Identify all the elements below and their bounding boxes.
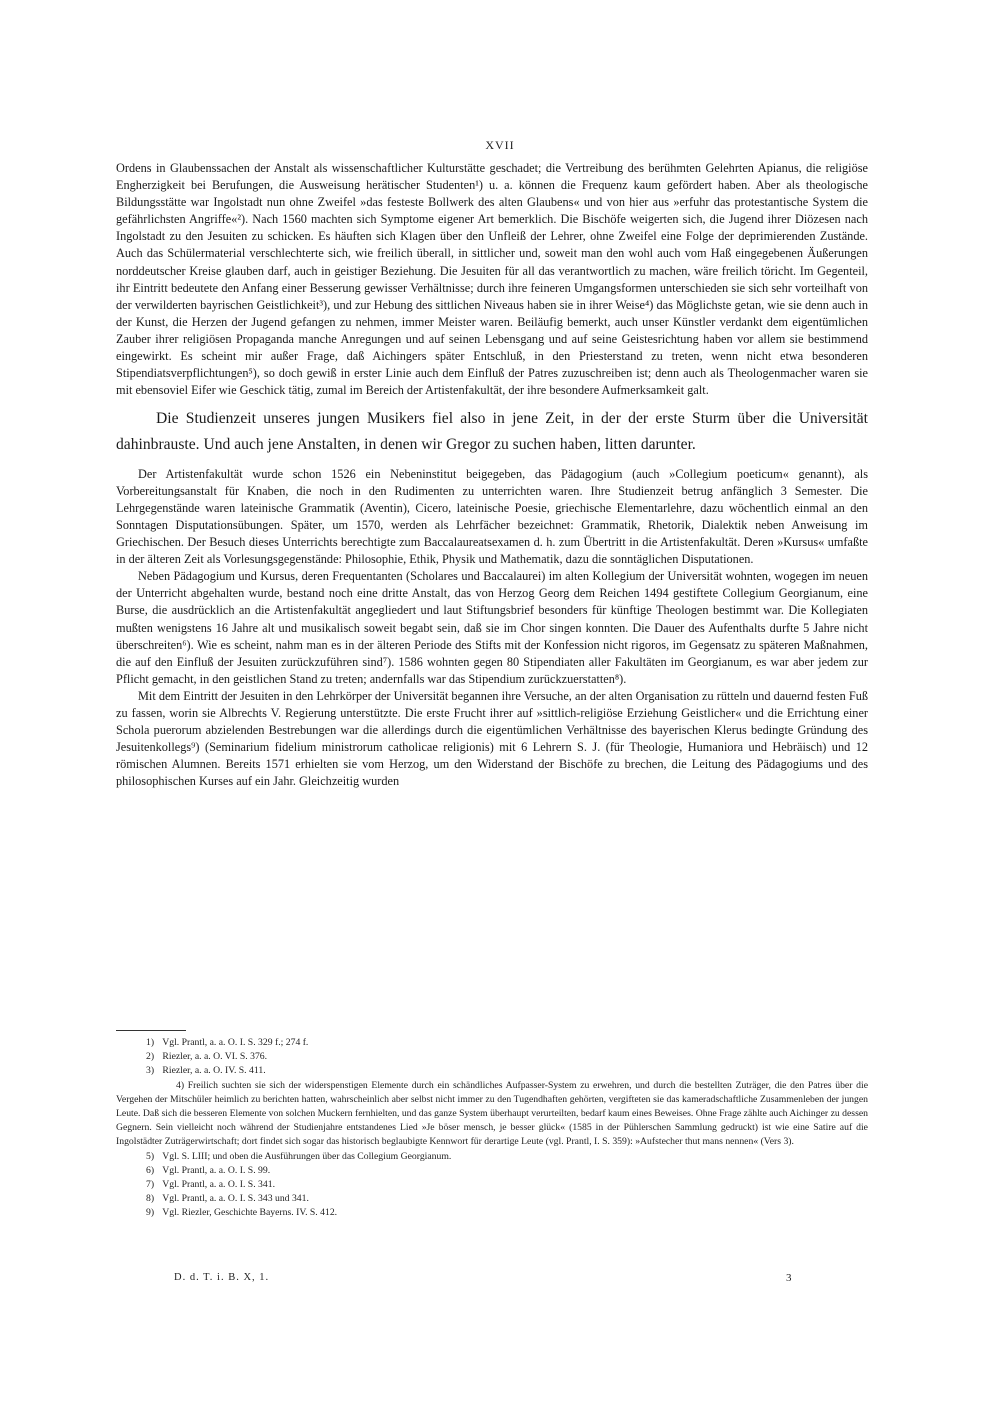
- footnote-2: 2) Riezler, a. a. O. VI. S. 376.: [146, 1051, 268, 1063]
- footnote-5: 5) Vgl. S. LIII; und oben die Ausführungen über das Collegium Georgianum.: [146, 1150, 452, 1162]
- footnote-7: 7) Vgl. Prantl, a. a. O. I. S. 341.: [146, 1179, 275, 1191]
- footnote-1: 1) Vgl. Prantl, a. a. O. I. S. 329 f.; 274 f.: [146, 1037, 309, 1048]
- main-text: [116, 160, 868, 791]
- footnote-6: 6) Vgl. Prantl, a. a. O. I. S. 99.: [146, 1164, 271, 1176]
- footnote-4: 4) Freilich suchten sie sich der widerspenstigen Elemente durch ein schändliches Aufpasser-System zu erwehren, und durch die bestellten Zuträger, die den Patres über die Vergehen der Mitschüler heimlich zu berichten hatten, wahrscheinlich aber selbst nicht immer zu den Tugendhaften gehörten, vergifteten sie das kameradschaftliche Zusammenleben der jungen Leute. Daß sich die besseren Elemente von solchen Muckern fernhielten, und das ganze System überhaupt verurteilten, bedarf kaum eines Beweises. Ohne Frage zählte auch Aichinger zu dessen Gegnern. Sein vielleicht noch während der Studienjahre entstandenes Lied »Je böser mensch, je besser glück« (1585 in der Pühlerschen Sammlung gedruckt) ist wie eine Satire auf die Ingolstädter Zuträgerwirtschaft; dort findet sich sogar das historisch beglaubigte Kennwort für derartige Leute (vgl. Prantl, I. S. 359): »Aufstecher thut mans nennen« (Vers 3).: [116, 1079, 868, 1148]
- page-number-header: XVII: [485, 138, 515, 152]
- footnote-8: 8) Vgl. Prantl, a. a. O. I. S. 343 und 341.: [146, 1193, 309, 1205]
- paragraph-2-large: Die Studienzeit unseres jungen Musikers fiel also in jene Zeit, in der der erste Sturm über die Universität dahinbrauste. Und auch jene Anstalten, in denen wir Gregor zu suchen haben, litten darunter.: [116, 410, 868, 453]
- signature-mark: D. d. T. i. B. X, 1.: [174, 1272, 270, 1283]
- sheet-number: 3: [786, 1272, 792, 1284]
- footnote-9: 9) Vgl. Riezler, Geschichte Bayerns. IV. S. 412.: [146, 1207, 338, 1219]
- paragraph-1: Ordens in Glaubenssachen der Anstalt als wissenschaftlicher Kulturstätte geschadet; die Vertreibung des berühmten Gelehrten Apianus, die religiöse Engherzigkeit bei Berufungen, die Ausweisung herätischer Studenten¹) u. a. können die Frequenz kaum gefördert haben. Aber als theologische Bildungsstätte war Ingolstadt nun ohne Zweifel »das festeste Bollwerk des alten Glaubens« und von hier aus »erfuhr das protestantische System die gefährlichsten Angriffe«²). Nach 1560 machten sich Symptome eigener Art bemerklich. Die Bischöfe weigerten sich, die Jugend ihrer Diözesen nach Ingolstadt zu den Jesuiten zu schicken. Es häuften sich Klagen über den Unfleiß der Lehrer, ohne Zweifel eine Folge der deprimierenden Zustände. Auch das Schülermaterial verschlechterte sich, wie freilich überall, in sittlicher und, soweit man den wohl auch vom Haß eingegebenen Äußerungen norddeutscher Kreise glauben darf, auch in geistiger Beziehung. Die Jesuiten für all das verantwortlich zu machen, wäre freilich töricht. Im Gegenteil, ihr Eintritt bedeutete den Anfang einer Besserung gewisser Verhältnisse; durch ihre feineren Umgangsformen unterschieden sie sich sehr vorteilhaft von der verwilderten bayrischen Geistlichkeit³), und zur Hebung des sittlichen Niveaus haben sie in ihrer Weise⁴) das Möglichste getan, wie sie denn auch in der Kunst, die Herzen der Jugend gefangen zu nehmen, immer Meister waren. Beiläufig bemerkt, auch unser Künstler verdankt dem eigentümlichen Zauber ihrer religiösen Propaganda manche Anregungen und auf seinen Lebensgang und auf seine Geistesrichtung haben vor allem sie bestimmend eingewirkt. Es scheint mir außer Frage, daß Aichingers später Entschluß, in den Priesterstand zu treten, wenn nicht etwa besonderen Stipendiatsverpflichtungen⁵), so doch gewiß in erster Linie auch dem Einfluß der Patres zuzuschreiben ist; denn auch als Theologenmacher waren sie mit ebensoviel Eifer wie Geschick tätig, zumal im Bereich der Artistenfakultät, der ihre besondere Aufmerksamkeit galt.: [116, 161, 868, 398]
- footnote-3: 3) Riezler, a. a. O. IV. S. 411.: [146, 1065, 266, 1077]
- footnotes: [116, 1036, 868, 1221]
- paragraph-4: Neben Pädagogium und Kursus, deren Frequentanten (Scholares und Baccalaurei) im alten Kollegium der Universität wohnten, wogegen im neuen der Unterricht abgehalten wurde, bestand noch eine dritte Anstalt, das von Herzog Georg dem Reichen 1494 gestiftete Collegium Georgianum, eine Burse, die ausdrücklich an die Artistenfakultät angegliedert und laut Stiftungsbrief besonders für künftige Theologen bestimmt war. Die Kollegiaten mußten wenigstens 16 Jahre alt und musikalisch soweit begabt sein, daß sie im Chor singen konnten. Die Dauer des Aufenthalts durfte 5 Jahre nicht überschreiten⁶). Wie es scheint, nahm man es in der älteren Periode des Stifts mit der Konfession nicht rigoros, im Gegensatz zu späteren Maßnahmen, die auf den Einfluß der Jesuiten zurückzuführen sind⁷). 1586 wohnten gegen 80 Stipendiaten aller Fakultäten im Georgianum, es war aber jedem zur Pflicht gemacht, in den geistlichen Stand zu treten; andernfalls war das Stipendium zurückzuerstatten⁸).: [116, 569, 868, 686]
- paragraph-3: Der Artistenfakultät wurde schon 1526 ein Nebeninstitut beigegeben, das Pädagogium (auch »Collegium poeticum« genannt), als Vorbereitungsanstalt für Knaben, die noch in den Rudimenten zu unterrichten waren. Ihre Studienzeit betrug anfänglich 3 Semester. Die Lehrgegenstände waren lateinische Grammatik (Aventin), Cicero, lateinische Poesie, griechische Elementarlehre, dazu wöchentlich einmal an den Sonntagen Disputationsübungen. Später, um 1570, werden als Lehrfächer bezeichnet: Grammatik, Rhetorik, Dialektik neben Anweisung im Griechischen. Der Besuch dieses Unterrichts berechtigte zum Baccalaureatsexamen d. h. zum Übertritt in die Artistenfakultät. Deren »Kursus« umfaßte in der älteren Zeit als Vorlesungsgegenstände: Philosophie, Ethik, Physik und Mathematik, dazu die sonntäglichen Disputationen.: [116, 466, 868, 567]
- paragraph-5: Mit dem Eintritt der Jesuiten in den Lehrkörper der Universität begannen ihre Versuche, an der alten Organisation zu rütteln und dauernd festen Fuß zu fassen, worin sie Albrechts V. Regierung unterstützte. Die erste Frucht ihrer auf »sittlich-religiöse Erziehung Geistlicher« und die Errichtung einer Schola puerorum abzielenden Bestrebungen war die allerdings durch die eigentümlichen Verhältnisse des bayerischen Klerus bedingte Gründung des Jesuitenkollegs⁹) (Seminarium fidelium ministrorum catholicae religionis) mit 6 Lehrern S. J. (für Theologie, Humaniora und Hebräisch) und 12 römischen Alumnen. Bereits 1571 erhielten sie vom Herzog, um den Widerstand der Bischöfe zu brechen, die Leitung des Pädagogiums und des philosophischen Kurses auf ein Jahr. Gleichzeitig wurden: [116, 688, 868, 789]
- footnote-divider: [116, 1030, 186, 1031]
